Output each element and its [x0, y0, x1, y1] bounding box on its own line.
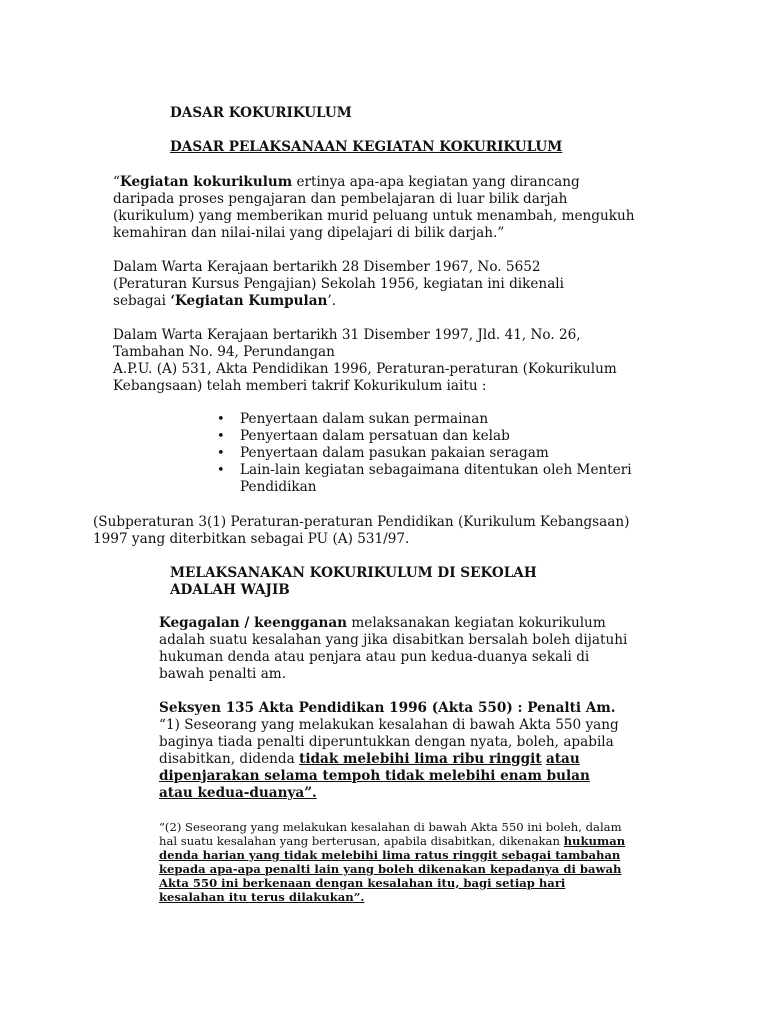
warta-1997-line-2: A.P.U. (A) 531, Akta Pendidikan 1996, Peraturan-peraturan (Kokurikulum Kebangsaan) telah memberi takrif Kokurikulum iaitu :: [113, 361, 617, 394]
definition-open-quote: “: [113, 174, 120, 190]
subsection-2-text: “(2) Seseorang yang melakukan kesalahan di bawah Akta 550 ini boleh, dalam hal suatu kesalahan yang berterusan, apabila disabitkan, dikenakan: [159, 820, 622, 848]
seksyen-135-fine: tidak melebihi lima ribu ringgit: [299, 751, 542, 767]
document-title: DASAR KOKURIKULUM: [170, 105, 352, 121]
subperaturan-paragraph: (Subperaturan 3(1) Peraturan-peraturan Pendidikan (Kurikulum Kebangsaan) 1997 yang diterbitkan sebagai PU (A) 531/97.: [93, 514, 630, 547]
section-title-pelaksanaan: DASAR PELAKSANAAN KEGIATAN KOKURIKULUM: [170, 139, 563, 155]
definition-term: Kegiatan kokurikulum: [119, 174, 293, 190]
list-item: • Penyertaan dalam sukan permainan: [217, 411, 637, 428]
seksyen-135-paragraph: [159, 700, 619, 802]
kegagalan-term: Kegagalan / keengganan: [159, 615, 348, 631]
subsection-2-daily-fine: hukuman denda harian yang tidak melebihi lima ratus ringgit sebagai tambahan kepada apa-apa penalti lain yang boleh dikenakan kepadanya di bawah Akta 550 ini berkenaan dengan kesalahan itu, bagi setiap hari kesalahan itu terus dilakukan”.: [159, 833, 626, 904]
subsection-2-paragraph: [159, 821, 629, 904]
list-item: • Penyertaan dalam persatuan dan kelab: [217, 428, 637, 445]
list-item: • Penyertaan dalam pasukan pakaian seragam: [217, 445, 637, 462]
warta-1997-paragraph: [113, 327, 643, 395]
definition-paragraph: [113, 174, 643, 242]
seksyen-135-prison: atau dipenjarakan selama tempoh tidak melebihi enam bulan atau kedua-duanya”.: [159, 751, 590, 801]
kegagalan-text: melaksanakan kegiatan kokurikulum adalah suatu kesalahan yang jika disabitkan bersalah boleh dijatuhi hukuman denda atau penjara atau pun kedua-duanya sekali di bawah penalti am.: [159, 615, 628, 682]
list-item: • Lain-lain kegiatan sebagaimana ditentukan oleh Menteri Pendidikan: [217, 462, 637, 496]
seksyen-135-text: “1) Seseorang yang melakukan kesalahan di bawah Akta 550 yang baginya tiada penalti diperuntukkan dengan nyata, boleh, apabila disabitkan, didenda: [159, 717, 619, 767]
kegagalan-paragraph: [159, 615, 629, 683]
warta-1967-paragraph: [113, 259, 613, 310]
warta-1967-end: ’.: [327, 293, 337, 309]
section-title-wajib: MELAKSANAKAN KOKURIKULUM DI SEKOLAH ADALAH WAJIB: [170, 565, 537, 598]
warta-1967-text: Dalam Warta Kerajaan bertarikh 28 Disember 1967, No. 5652 (Peraturan Kursus Pengajian) Sekolah 1956, kegiatan ini dikenali sebagai: [113, 259, 564, 309]
definition-text: ertinya apa-apa kegiatan yang dirancang daripada proses pengajaran dan pembelajaran di luar bilik darjah (kurikulum) yang memberikan murid peluang untuk menambah, mengukuh kemahiran dan nilai-nilai yang dipelajari di bilik darjah.”: [113, 174, 635, 241]
kegiatan-kumpulan-term: ‘Kegiatan Kumpulan: [170, 293, 328, 309]
warta-1997-line-1: Dalam Warta Kerajaan bertarikh 31 Disember 1997, Jld. 41, No. 26, Tambahan No. 94, Perundangan: [113, 327, 581, 360]
seksyen-135-heading: Seksyen 135 Akta Pendidikan 1996 (Akta 550) : Penalti Am.: [159, 700, 616, 716]
kokurikulum-definition-list: [217, 411, 637, 496]
